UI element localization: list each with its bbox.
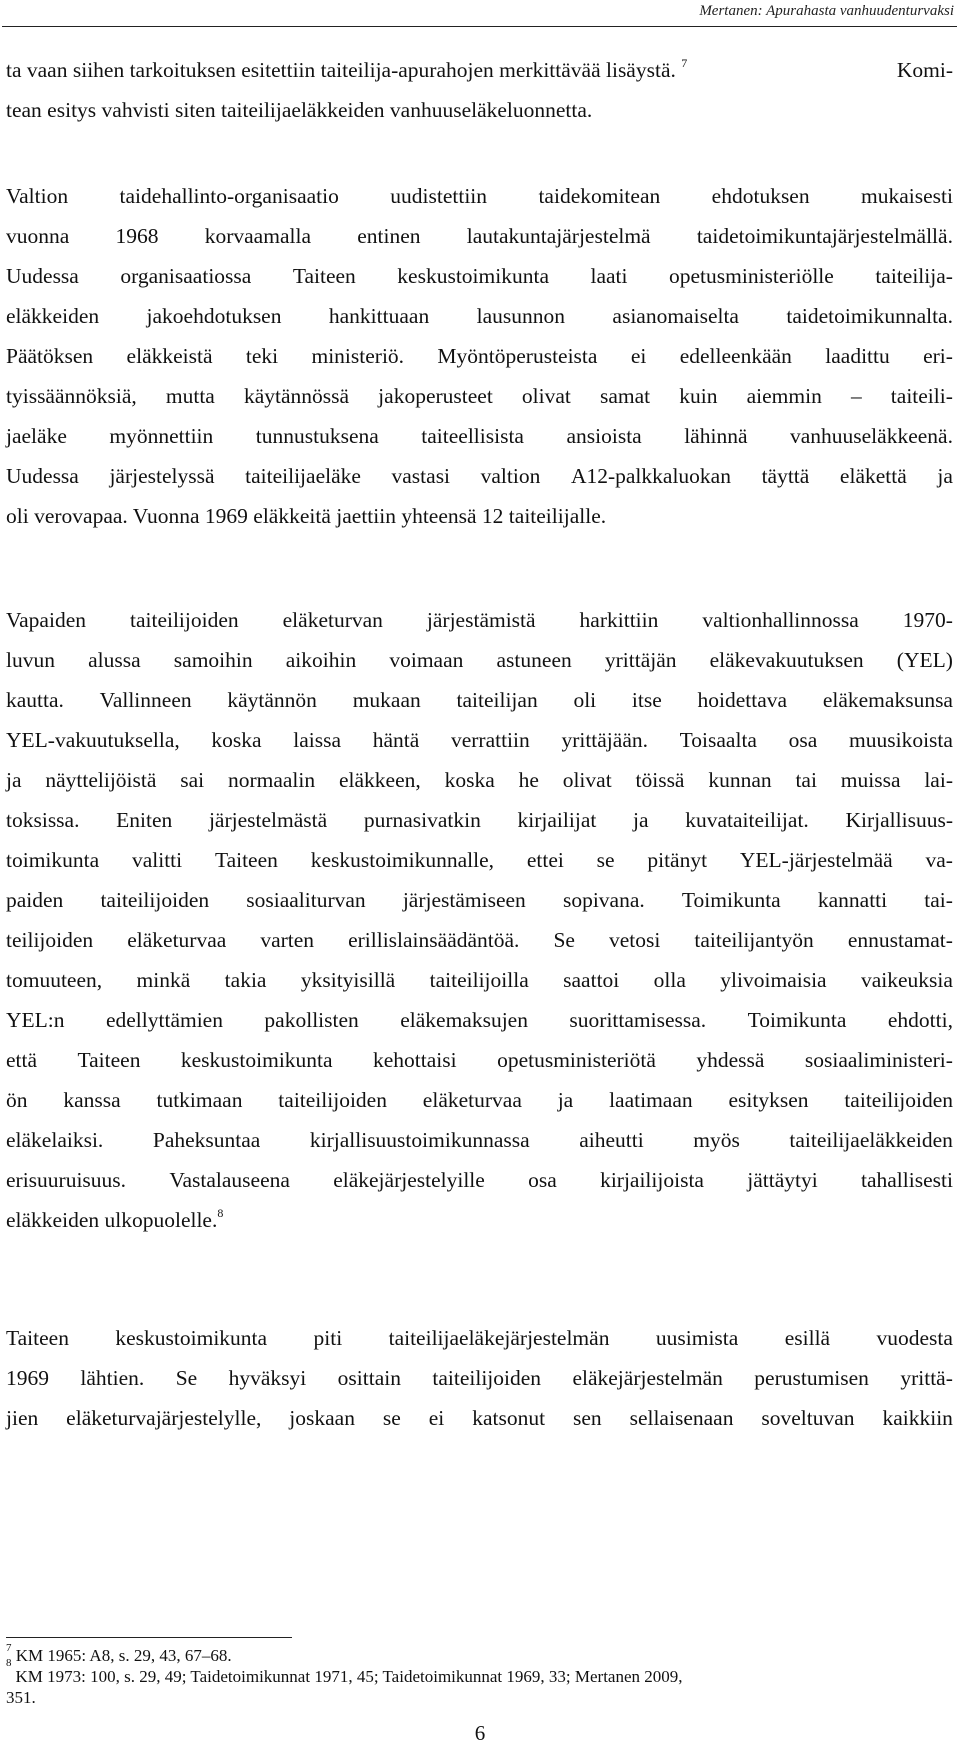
- word: eläkettä: [839, 464, 907, 488]
- word: vetosi: [608, 928, 661, 952]
- word: tomuuteen,: [6, 968, 103, 992]
- word: osittain: [337, 1366, 401, 1390]
- word: taiteilijoilla: [429, 968, 529, 992]
- word: uusimista: [655, 1326, 739, 1350]
- word: astuneen: [496, 648, 572, 672]
- word: samat: [599, 384, 651, 408]
- word: eri-: [923, 344, 953, 368]
- word: kaikkiin: [882, 1406, 953, 1430]
- word: opetusministeriölle: [669, 264, 834, 288]
- text-line: [6, 920, 953, 960]
- paragraph-3: [6, 600, 953, 1240]
- footnote-8-continuation: 351.: [6, 1688, 36, 1707]
- word: Valtion: [6, 184, 69, 208]
- word: oli: [573, 688, 597, 712]
- word: lai-: [924, 768, 953, 792]
- text-line: oli verovapaa. Vuonna 1969 eläkkeitä jaettiin yhteensä 12 taiteilijalle.: [6, 504, 607, 528]
- word: ehdotti,: [887, 1008, 953, 1032]
- word: luvun: [6, 648, 55, 672]
- word: Se: [175, 1366, 198, 1390]
- word: Vallinneen: [99, 688, 192, 712]
- text-line: [6, 680, 953, 720]
- word: eläkejärjestelmän: [572, 1366, 723, 1390]
- word: kannatti: [817, 888, 888, 912]
- word: eläketurvajärjestelylle,: [66, 1406, 262, 1430]
- word: ansioista: [566, 424, 642, 448]
- word: yrittäjän: [604, 648, 677, 672]
- word: tutkimaan: [156, 1088, 243, 1112]
- word: eläketurvaa: [127, 928, 227, 952]
- word: taiteilijaeläkejärjestelmän: [388, 1326, 610, 1350]
- word: pakollisten: [264, 1008, 359, 1032]
- word: keskustoimikunta: [180, 1048, 333, 1072]
- word: laissa: [293, 728, 342, 752]
- word: asianomaiselta: [612, 304, 739, 328]
- word: koska: [444, 768, 495, 792]
- word: taidetoimikuntajärjestelmällä.: [696, 224, 953, 248]
- word: hankittuaan: [328, 304, 430, 328]
- page-number: 6: [474, 1721, 486, 1745]
- word: soveltuvan: [761, 1406, 855, 1430]
- word: eläkkeiden: [6, 304, 100, 328]
- word: kuvataiteilijat.: [685, 808, 809, 832]
- word: laadittu: [825, 344, 890, 368]
- word: Myöntöperusteista: [437, 344, 598, 368]
- word: kautta.: [6, 688, 64, 712]
- text-line: [6, 1358, 953, 1398]
- word: taiteilijoiden: [432, 1366, 542, 1390]
- word: mukaan: [352, 688, 421, 712]
- text-line: ta vaan siihen tarkoituksen esitettiin taiteilija-apurahojen merkittävää lisäystä. $^7$ Komi-: [6, 55, 953, 82]
- word: keskustoimikunnalle,: [310, 848, 495, 872]
- word: ja: [6, 768, 22, 792]
- word: kehottaisi: [373, 1048, 457, 1072]
- word: va-: [925, 848, 953, 872]
- word: Toimikunta: [747, 1008, 847, 1032]
- word: samoihin: [173, 648, 253, 672]
- paragraph-4: [6, 1318, 953, 1438]
- word: järjestelmästä: [208, 808, 328, 832]
- word: vastasi: [391, 464, 451, 488]
- word: varten: [260, 928, 315, 952]
- word: tunnustuksena: [255, 424, 379, 448]
- header-rule: [2, 26, 957, 27]
- footnote-separator: [6, 1637, 292, 1638]
- text-line: [6, 456, 953, 496]
- footnote-8: [6, 1657, 953, 1687]
- word: tyissäännöksiä,: [6, 384, 137, 408]
- word: Vastalauseena: [169, 1168, 290, 1192]
- word: lähtien.: [80, 1366, 145, 1390]
- word: erillislainsäädäntöä.: [348, 928, 520, 952]
- word: kirjailijoista: [600, 1168, 704, 1192]
- word: eläkkeistä: [126, 344, 213, 368]
- word: eläketurvaa: [422, 1088, 522, 1112]
- word: vaikeuksia: [860, 968, 953, 992]
- text-line: [6, 800, 953, 840]
- word: suorittamisessa.: [569, 1008, 707, 1032]
- word: ennustamat-: [847, 928, 953, 952]
- word: lähinnä: [684, 424, 748, 448]
- word: opetusministeriötä: [497, 1048, 656, 1072]
- running-title: Mertanen: Apurahasta vanhuudenturvaksi: [699, 3, 954, 19]
- word: järjestämiseen: [402, 888, 526, 912]
- word: tai-: [924, 888, 953, 912]
- word: toksissa.: [6, 808, 80, 832]
- word: jättäytyi: [747, 1168, 818, 1192]
- word: verrattiin: [450, 728, 530, 752]
- text-line: [6, 880, 953, 920]
- word: edelleenkään: [679, 344, 792, 368]
- word: ja: [633, 808, 649, 832]
- word: kunnan: [708, 768, 772, 792]
- word: yrittä-: [900, 1366, 953, 1390]
- word: paiden: [6, 888, 64, 912]
- text-line: [6, 600, 953, 640]
- word: sellaisenaan: [629, 1406, 734, 1430]
- word: taiteilijoiden: [844, 1088, 953, 1112]
- text-line: [6, 376, 953, 416]
- word: korvaamalla: [204, 224, 311, 248]
- word: ylivoimaisia: [720, 968, 827, 992]
- word: teki: [245, 344, 279, 368]
- text-line: [6, 1398, 953, 1438]
- word: vanhuuseläkkeenä.: [789, 424, 953, 448]
- word: jaeläke: [6, 424, 67, 448]
- word: keskustoimikunta: [115, 1326, 268, 1350]
- word: tai: [795, 768, 817, 792]
- footnotes: [6, 1642, 953, 1708]
- word: ei: [428, 1406, 445, 1430]
- text-line: [6, 336, 953, 376]
- word: ehdotuksen: [711, 184, 810, 208]
- word: (YEL): [896, 648, 953, 672]
- word: takia: [224, 968, 267, 992]
- word: jakoehdotuksen: [146, 304, 282, 328]
- word: he: [518, 768, 539, 792]
- word: teilijoiden: [6, 928, 94, 952]
- word: eläkevakuutuksen: [709, 648, 864, 672]
- text-line: eläkkeiden ulkopuolelle.$^8$: [6, 1205, 224, 1232]
- word: taiteilijantyön: [694, 928, 814, 952]
- text-line: [6, 960, 953, 1000]
- word: ei: [630, 344, 647, 368]
- word: laatimaan: [609, 1088, 693, 1112]
- word: sen: [572, 1406, 602, 1430]
- running-header: [0, 0, 960, 28]
- word: taiteilijoiden: [100, 888, 210, 912]
- word: uudistettiin: [390, 184, 488, 208]
- word: eläketurvan: [282, 608, 383, 632]
- word: purnasivatkin: [363, 808, 481, 832]
- word: mutta: [165, 384, 215, 408]
- paragraph-2: [6, 176, 953, 536]
- word: eläkemaksujen: [400, 1008, 528, 1032]
- word: Toimikunta: [681, 888, 781, 912]
- word: katsonut: [472, 1406, 546, 1430]
- paragraph-1: [6, 50, 953, 130]
- word: ja: [937, 464, 953, 488]
- word: eläkemaksunsa: [822, 688, 953, 712]
- word: sai: [180, 768, 205, 792]
- word: ön: [6, 1088, 28, 1112]
- word: A12-palkkaluokan: [570, 464, 731, 488]
- text-line: [6, 1318, 953, 1358]
- word: taidehallinto-organisaatio: [119, 184, 339, 208]
- word: laati: [590, 264, 628, 288]
- word: Päätöksen: [6, 344, 94, 368]
- word: kirjailijat: [517, 808, 597, 832]
- word: vuonna: [6, 224, 70, 248]
- text-line: [6, 296, 953, 336]
- word: Paheksuntaa: [152, 1128, 261, 1152]
- word: tahallisesti: [860, 1168, 953, 1192]
- word: aiemmin: [746, 384, 822, 408]
- text-line: [6, 1120, 953, 1160]
- word: yhdessä: [696, 1048, 765, 1072]
- footnote-text: KM 1965: A8, s. 29, 43, 67–68.: [15, 1646, 232, 1665]
- word: muissa: [840, 768, 901, 792]
- word: itse: [631, 688, 662, 712]
- word: joskaan: [289, 1406, 355, 1430]
- word: lausunnon: [476, 304, 565, 328]
- word: taiteilijoiden: [278, 1088, 387, 1112]
- word: taiteellisista: [421, 424, 524, 448]
- word: hoidettava: [697, 688, 788, 712]
- word: että: [6, 1048, 38, 1072]
- word: perustumisen: [754, 1366, 869, 1390]
- footnote-ref-8[interactable]: 8: [217, 1205, 224, 1220]
- word: täyttä: [761, 464, 810, 488]
- word: lautakuntajärjestelmä: [466, 224, 651, 248]
- word: Uudessa: [6, 464, 79, 488]
- word: harkittiin: [579, 608, 659, 632]
- word: mukaisesti: [861, 184, 953, 208]
- word: valtion: [480, 464, 541, 488]
- word: esillä: [784, 1326, 831, 1350]
- word: toimikunta: [6, 848, 100, 872]
- text-line: [6, 256, 953, 296]
- word: ettei: [526, 848, 564, 872]
- word: 1968: [115, 224, 159, 248]
- word: eläkelaiksi.: [6, 1128, 104, 1152]
- word: YEL:n: [6, 1008, 65, 1032]
- word: kirjallisuustoimikunnassa: [309, 1128, 530, 1152]
- word: YEL-järjestelmää: [739, 848, 893, 872]
- text-line: [6, 416, 953, 456]
- word: jakoperusteet: [378, 384, 493, 408]
- text-line: [6, 640, 953, 680]
- word: osa: [788, 728, 818, 752]
- word: 1969: [6, 1366, 49, 1390]
- word: se: [382, 1406, 401, 1430]
- word: organisaatiossa: [120, 264, 252, 288]
- word: hyväksyi: [228, 1366, 307, 1390]
- footnote-number: 7: [6, 1642, 12, 1655]
- word: olivat: [521, 384, 571, 408]
- word: käytännön: [227, 688, 317, 712]
- word: osa: [528, 1168, 557, 1192]
- footnote-7: [6, 1642, 953, 1666]
- word: edellyttämien: [105, 1008, 223, 1032]
- word: järjestelyssä: [109, 464, 215, 488]
- footnote-number: 8: [6, 1657, 12, 1669]
- word: normaalin: [227, 768, 316, 792]
- word: jien: [6, 1406, 39, 1430]
- word: taidekomitean: [538, 184, 661, 208]
- word: aikoihin: [285, 648, 357, 672]
- word: ministeriö.: [311, 344, 405, 368]
- word: Kirjallisuus-: [845, 808, 953, 832]
- word: ja: [557, 1088, 574, 1112]
- word: pitänyt: [647, 848, 708, 872]
- word: häntä: [372, 728, 420, 752]
- word: töissä: [635, 768, 685, 792]
- word: piti: [313, 1326, 343, 1350]
- text-line: [6, 176, 953, 216]
- word: eläkkeen,: [338, 768, 421, 792]
- word: minkä: [136, 968, 191, 992]
- word: valitti: [131, 848, 183, 872]
- text-line: [6, 216, 953, 256]
- word: taiteilija-: [875, 264, 953, 288]
- word: 1970-: [902, 608, 953, 632]
- text-line: [6, 840, 953, 880]
- word: Eniten: [116, 808, 173, 832]
- word: Taiteen: [292, 264, 356, 288]
- word: sosiaaliturvan: [246, 888, 366, 912]
- word: käytännössä: [243, 384, 350, 408]
- word: aiheutti: [579, 1128, 644, 1152]
- word: kanssa: [63, 1088, 121, 1112]
- word: olla: [653, 968, 686, 992]
- word: Vapaiden: [6, 608, 86, 632]
- text-line: [6, 1000, 953, 1040]
- word: Toisaalta: [679, 728, 757, 752]
- word: Taiteen: [77, 1048, 141, 1072]
- word: sopivana.: [562, 888, 645, 912]
- text-line: [6, 1080, 953, 1120]
- word: taidetoimikunnalta.: [786, 304, 953, 328]
- word: taiteilijan: [456, 688, 538, 712]
- footnote-text: KM 1973: 100, s. 29, 49; Taidetoimikunnat 1971, 45; Taidetoimikunnat 1969, 33; Mertanen 2009,: [15, 1667, 683, 1686]
- word: yrittäjään.: [561, 728, 648, 752]
- word: taiteili-: [890, 384, 953, 408]
- word: vuodesta: [876, 1326, 953, 1350]
- word: myös: [693, 1128, 740, 1152]
- word: muusikoista: [849, 728, 953, 752]
- text-line: [6, 720, 953, 760]
- word: sosiaaliministeri-: [804, 1048, 953, 1072]
- text-line: [6, 760, 953, 800]
- word: yksityisillä: [300, 968, 396, 992]
- word: alussa: [88, 648, 141, 672]
- word: taiteilijaeläke: [245, 464, 361, 488]
- word: myönnettiin: [109, 424, 214, 448]
- word: erisuuruisuus.: [6, 1168, 127, 1192]
- word: Uudessa: [6, 264, 79, 288]
- word: järjestämistä: [426, 608, 536, 632]
- word: taiteilijoiden: [129, 608, 239, 632]
- word: olivat: [562, 768, 612, 792]
- word: näyttelijöistä: [45, 768, 157, 792]
- word: –: [850, 384, 862, 408]
- text-line: [6, 1040, 953, 1080]
- word: valtionhallinnossa: [702, 608, 859, 632]
- word: koska: [211, 728, 262, 752]
- word: eläkejärjestelyille: [333, 1168, 485, 1192]
- word: kuin: [679, 384, 718, 408]
- text-line: [6, 1160, 953, 1200]
- word: YEL-vakuutuksella,: [6, 728, 180, 752]
- word: esityksen: [728, 1088, 809, 1112]
- word: Taiteen: [214, 848, 278, 872]
- text-line: tean esitys vahvisti siten taiteilijaeläkkeiden vanhuuseläkeluonnetta.: [6, 98, 593, 122]
- word: voimaan: [389, 648, 464, 672]
- footnote-ref-7[interactable]: 7: [681, 55, 688, 70]
- word: saattoi: [563, 968, 620, 992]
- word: taiteilijaeläkkeiden: [789, 1128, 953, 1152]
- word: Se: [553, 928, 575, 952]
- word: entinen: [357, 224, 421, 248]
- word: Taiteen: [6, 1326, 69, 1350]
- word: se: [596, 848, 615, 872]
- word: keskustoimikunta: [397, 264, 549, 288]
